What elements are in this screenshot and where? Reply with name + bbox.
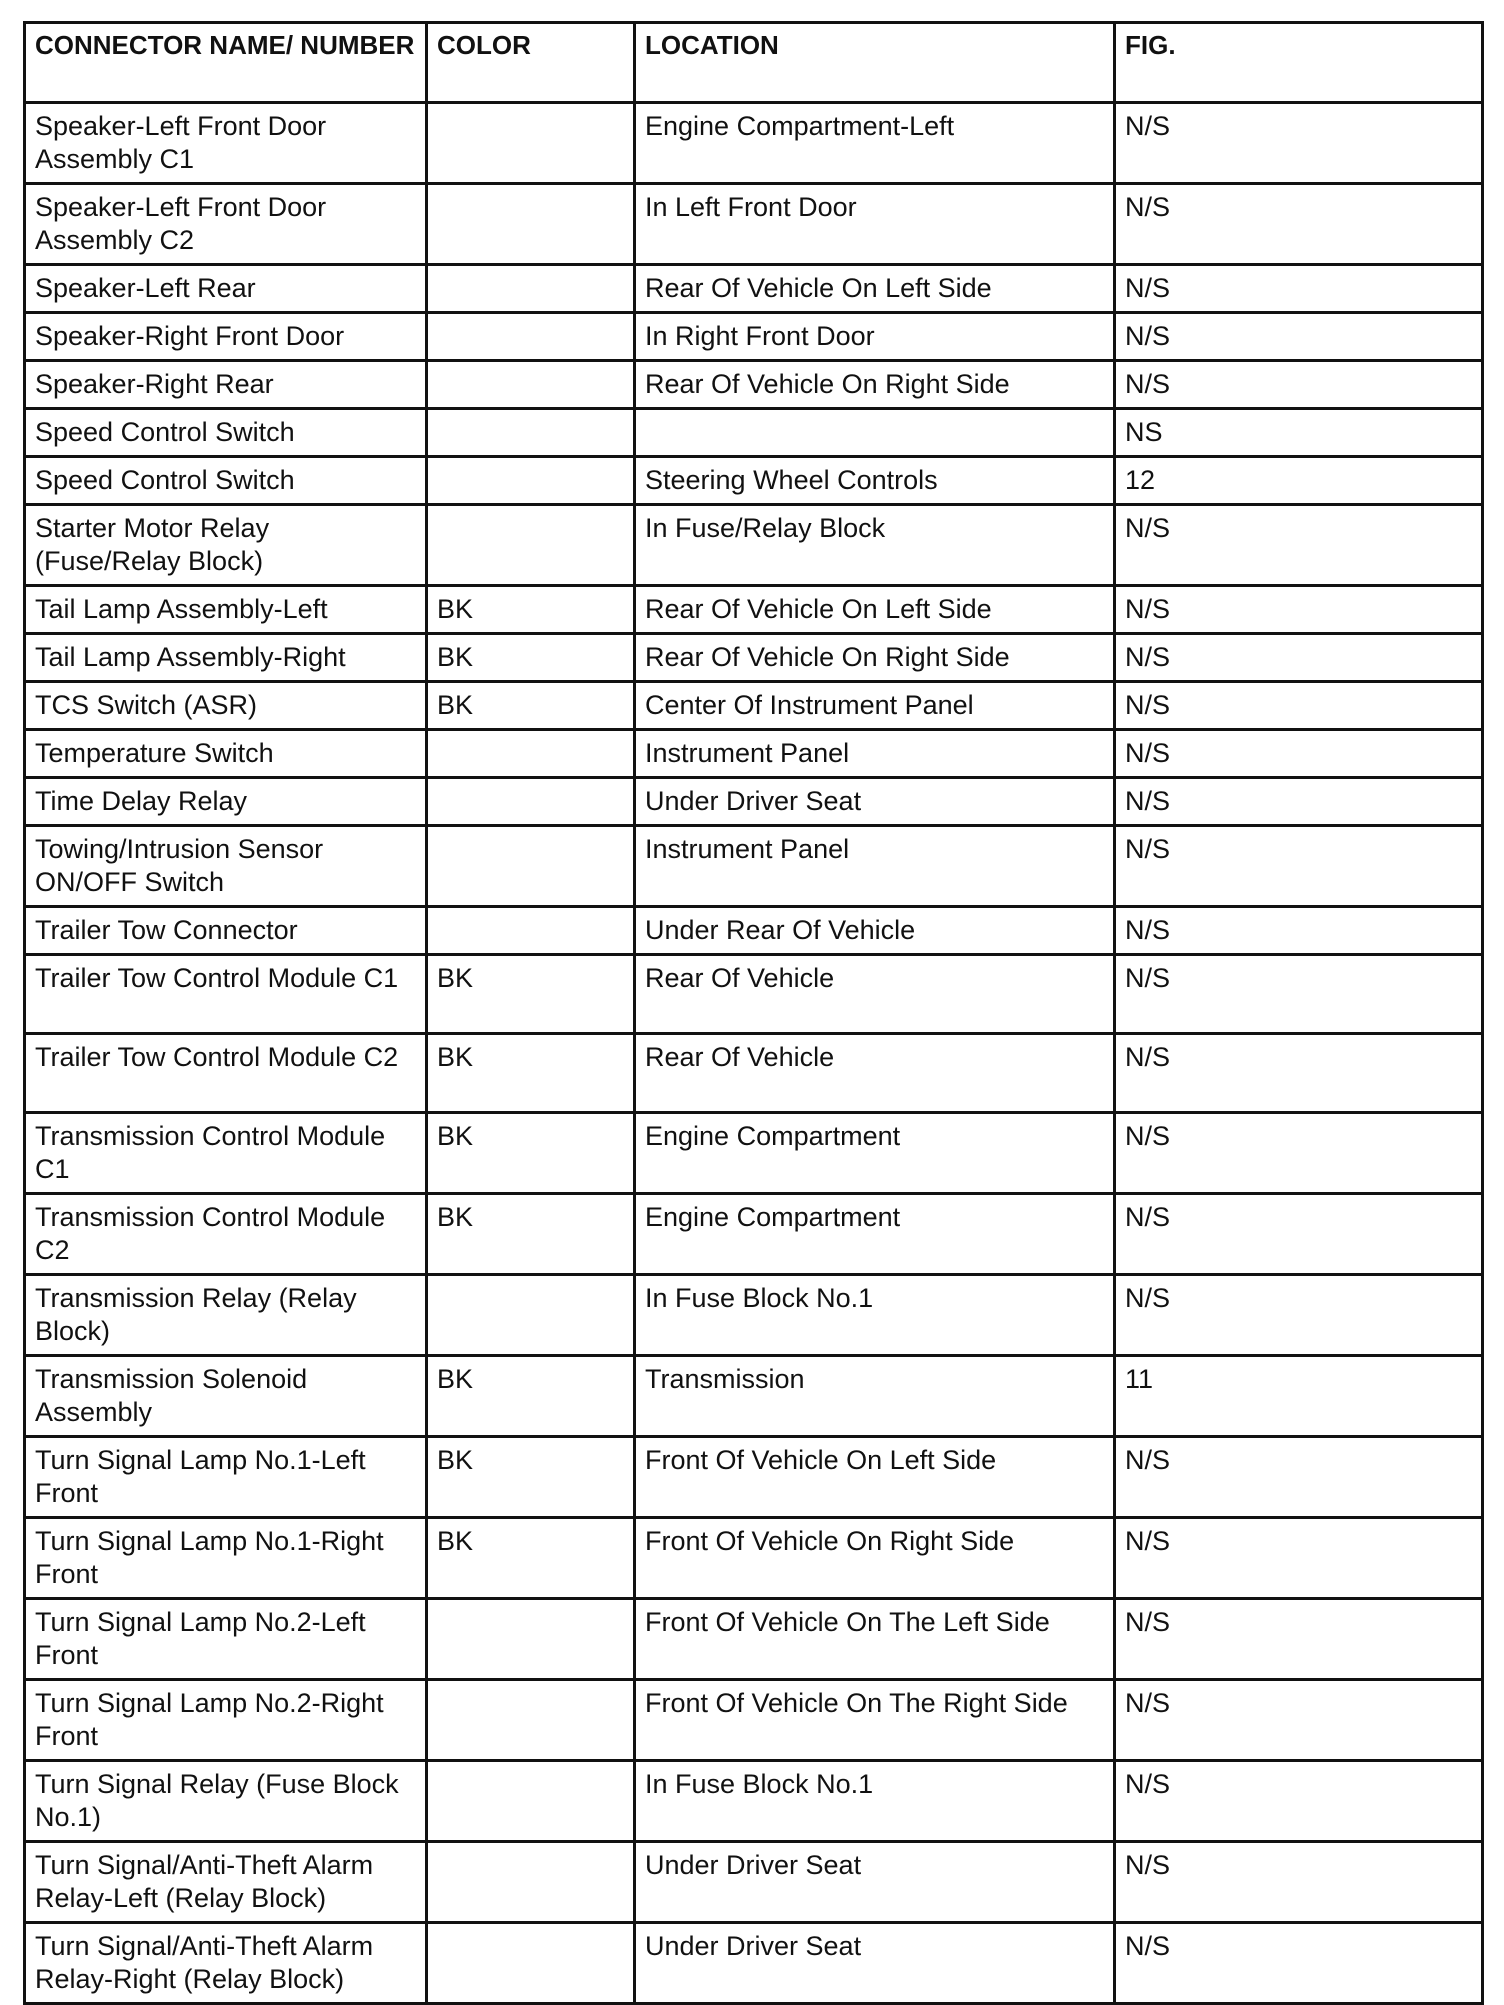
cell-location: Under Driver Seat — [635, 778, 1115, 826]
cell-color — [427, 826, 635, 907]
cell-location: Center Of Instrument Panel — [635, 682, 1115, 730]
cell-connector-name: Turn Signal Lamp No.1-Left Front — [25, 1437, 427, 1518]
table-row — [25, 907, 1483, 955]
table-row — [25, 634, 1483, 682]
cell-location: Front Of Vehicle On Left Side — [635, 1437, 1115, 1518]
table-row — [25, 409, 1483, 457]
cell-fig: N/S — [1115, 1518, 1483, 1599]
cell-fig: NS — [1115, 409, 1483, 457]
cell-color — [427, 1275, 635, 1356]
cell-location: Rear Of Vehicle — [635, 1034, 1115, 1113]
table-row — [25, 1680, 1483, 1761]
cell-fig: N/S — [1115, 907, 1483, 955]
cell-connector-name: TCS Switch (ASR) — [25, 682, 427, 730]
cell-location: Front Of Vehicle On The Right Side — [635, 1680, 1115, 1761]
cell-connector-name: Transmission Control Module C1 — [25, 1113, 427, 1194]
cell-color — [427, 907, 635, 955]
cell-fig: N/S — [1115, 1761, 1483, 1842]
table-row — [25, 826, 1483, 907]
cell-connector-name: Tail Lamp Assembly-Right — [25, 634, 427, 682]
cell-connector-name: Time Delay Relay — [25, 778, 427, 826]
cell-location: Instrument Panel — [635, 730, 1115, 778]
cell-fig: N/S — [1115, 1842, 1483, 1923]
cell-color — [427, 265, 635, 313]
table-row — [25, 1437, 1483, 1518]
cell-location: Engine Compartment — [635, 1194, 1115, 1275]
header-color: COLOR — [427, 23, 635, 103]
table-row — [25, 1518, 1483, 1599]
cell-fig: N/S — [1115, 955, 1483, 1034]
cell-location: Rear Of Vehicle On Right Side — [635, 361, 1115, 409]
cell-connector-name: Speaker-Left Front Door Assembly C2 — [25, 184, 427, 265]
cell-location: Under Driver Seat — [635, 1842, 1115, 1923]
cell-connector-name: Speaker-Right Front Door — [25, 313, 427, 361]
cell-color — [427, 184, 635, 265]
header-row — [25, 23, 1483, 103]
header-connector-name: CONNECTOR NAME/ NUMBER — [25, 23, 427, 103]
cell-connector-name: Turn Signal Relay (Fuse Block No.1) — [25, 1761, 427, 1842]
cell-location: In Right Front Door — [635, 313, 1115, 361]
cell-location — [635, 409, 1115, 457]
table-row — [25, 265, 1483, 313]
cell-color — [427, 361, 635, 409]
table-row — [25, 505, 1483, 586]
cell-color — [427, 313, 635, 361]
cell-connector-name: Transmission Control Module C2 — [25, 1194, 427, 1275]
cell-color — [427, 1842, 635, 1923]
table-row — [25, 361, 1483, 409]
table-row — [25, 1113, 1483, 1194]
table-row — [25, 457, 1483, 505]
cell-fig: N/S — [1115, 682, 1483, 730]
cell-color — [427, 778, 635, 826]
cell-location: Rear Of Vehicle On Right Side — [635, 634, 1115, 682]
cell-fig: N/S — [1115, 1923, 1483, 2004]
cell-location: Under Driver Seat — [635, 1923, 1115, 2004]
table-row — [25, 955, 1483, 1034]
cell-fig: 11 — [1115, 1356, 1483, 1437]
cell-fig: N/S — [1115, 1599, 1483, 1680]
cell-connector-name: Tail Lamp Assembly-Left — [25, 586, 427, 634]
table-row — [25, 778, 1483, 826]
table-row — [25, 1194, 1483, 1275]
cell-location: Front Of Vehicle On Right Side — [635, 1518, 1115, 1599]
table-row — [25, 1356, 1483, 1437]
table-row — [25, 1842, 1483, 1923]
cell-connector-name: Transmission Relay (Relay Block) — [25, 1275, 427, 1356]
cell-color: BK — [427, 1437, 635, 1518]
cell-color — [427, 409, 635, 457]
cell-location: In Fuse Block No.1 — [635, 1761, 1115, 1842]
cell-color — [427, 505, 635, 586]
cell-fig: N/S — [1115, 505, 1483, 586]
cell-location: Steering Wheel Controls — [635, 457, 1115, 505]
cell-connector-name: Transmission Solenoid Assembly — [25, 1356, 427, 1437]
cell-fig: 12 — [1115, 457, 1483, 505]
cell-fig: N/S — [1115, 1194, 1483, 1275]
header-fig: FIG. — [1115, 23, 1483, 103]
cell-color — [427, 730, 635, 778]
cell-connector-name: Turn Signal/Anti-Theft Alarm Relay-Left (Relay Block) — [25, 1842, 427, 1923]
cell-connector-name: Turn Signal Lamp No.2-Right Front — [25, 1680, 427, 1761]
cell-connector-name: Turn Signal Lamp No.2-Left Front — [25, 1599, 427, 1680]
cell-color: BK — [427, 634, 635, 682]
cell-connector-name: Turn Signal Lamp No.1-Right Front — [25, 1518, 427, 1599]
table-row — [25, 1275, 1483, 1356]
cell-fig: N/S — [1115, 778, 1483, 826]
cell-connector-name: Speed Control Switch — [25, 409, 427, 457]
table-row — [25, 184, 1483, 265]
table-row — [25, 586, 1483, 634]
cell-fig: N/S — [1115, 184, 1483, 265]
cell-color — [427, 1599, 635, 1680]
cell-fig: N/S — [1115, 1034, 1483, 1113]
cell-connector-name: Trailer Tow Control Module C2 — [25, 1034, 427, 1113]
cell-connector-name: Towing/Intrusion Sensor ON/OFF Switch — [25, 826, 427, 907]
cell-fig: N/S — [1115, 1437, 1483, 1518]
cell-fig: N/S — [1115, 826, 1483, 907]
cell-location: Engine Compartment — [635, 1113, 1115, 1194]
cell-connector-name: Speaker-Right Rear — [25, 361, 427, 409]
table-header — [25, 23, 1483, 103]
cell-color: BK — [427, 1113, 635, 1194]
cell-location: Transmission — [635, 1356, 1115, 1437]
cell-fig: N/S — [1115, 103, 1483, 184]
cell-fig: N/S — [1115, 313, 1483, 361]
cell-fig: N/S — [1115, 586, 1483, 634]
cell-color — [427, 1761, 635, 1842]
cell-connector-name: Speed Control Switch — [25, 457, 427, 505]
cell-connector-name: Speaker-Left Front Door Assembly C1 — [25, 103, 427, 184]
cell-connector-name: Turn Signal/Anti-Theft Alarm Relay-Right (Relay Block) — [25, 1923, 427, 2004]
cell-connector-name: Trailer Tow Control Module C1 — [25, 955, 427, 1034]
table-row — [25, 1599, 1483, 1680]
cell-fig: N/S — [1115, 634, 1483, 682]
cell-location: Rear Of Vehicle On Left Side — [635, 265, 1115, 313]
cell-color: BK — [427, 1194, 635, 1275]
table-row — [25, 682, 1483, 730]
cell-color — [427, 1923, 635, 2004]
cell-color: BK — [427, 1034, 635, 1113]
cell-color: BK — [427, 682, 635, 730]
table-row — [25, 103, 1483, 184]
cell-color — [427, 457, 635, 505]
cell-connector-name: Temperature Switch — [25, 730, 427, 778]
cell-location: Rear Of Vehicle On Left Side — [635, 586, 1115, 634]
cell-location: Engine Compartment-Left — [635, 103, 1115, 184]
connector-table — [23, 21, 1484, 2005]
cell-fig: N/S — [1115, 1680, 1483, 1761]
cell-location: Under Rear Of Vehicle — [635, 907, 1115, 955]
cell-fig: N/S — [1115, 265, 1483, 313]
table-row — [25, 313, 1483, 361]
cell-connector-name: Starter Motor Relay (Fuse/Relay Block) — [25, 505, 427, 586]
cell-fig: N/S — [1115, 1113, 1483, 1194]
cell-color — [427, 103, 635, 184]
cell-fig: N/S — [1115, 361, 1483, 409]
table-row — [25, 1923, 1483, 2004]
cell-color: BK — [427, 955, 635, 1034]
cell-fig: N/S — [1115, 1275, 1483, 1356]
table-row — [25, 730, 1483, 778]
cell-location: Rear Of Vehicle — [635, 955, 1115, 1034]
cell-location: In Fuse/Relay Block — [635, 505, 1115, 586]
cell-color: BK — [427, 1356, 635, 1437]
cell-location: Front Of Vehicle On The Left Side — [635, 1599, 1115, 1680]
table-row — [25, 1761, 1483, 1842]
table-row — [25, 1034, 1483, 1113]
cell-color: BK — [427, 1518, 635, 1599]
cell-connector-name: Trailer Tow Connector — [25, 907, 427, 955]
cell-connector-name: Speaker-Left Rear — [25, 265, 427, 313]
cell-color: BK — [427, 586, 635, 634]
cell-fig: N/S — [1115, 730, 1483, 778]
table-body — [25, 103, 1483, 2004]
cell-location: In Left Front Door — [635, 184, 1115, 265]
cell-location: Instrument Panel — [635, 826, 1115, 907]
cell-color — [427, 1680, 635, 1761]
cell-location: In Fuse Block No.1 — [635, 1275, 1115, 1356]
header-location: LOCATION — [635, 23, 1115, 103]
